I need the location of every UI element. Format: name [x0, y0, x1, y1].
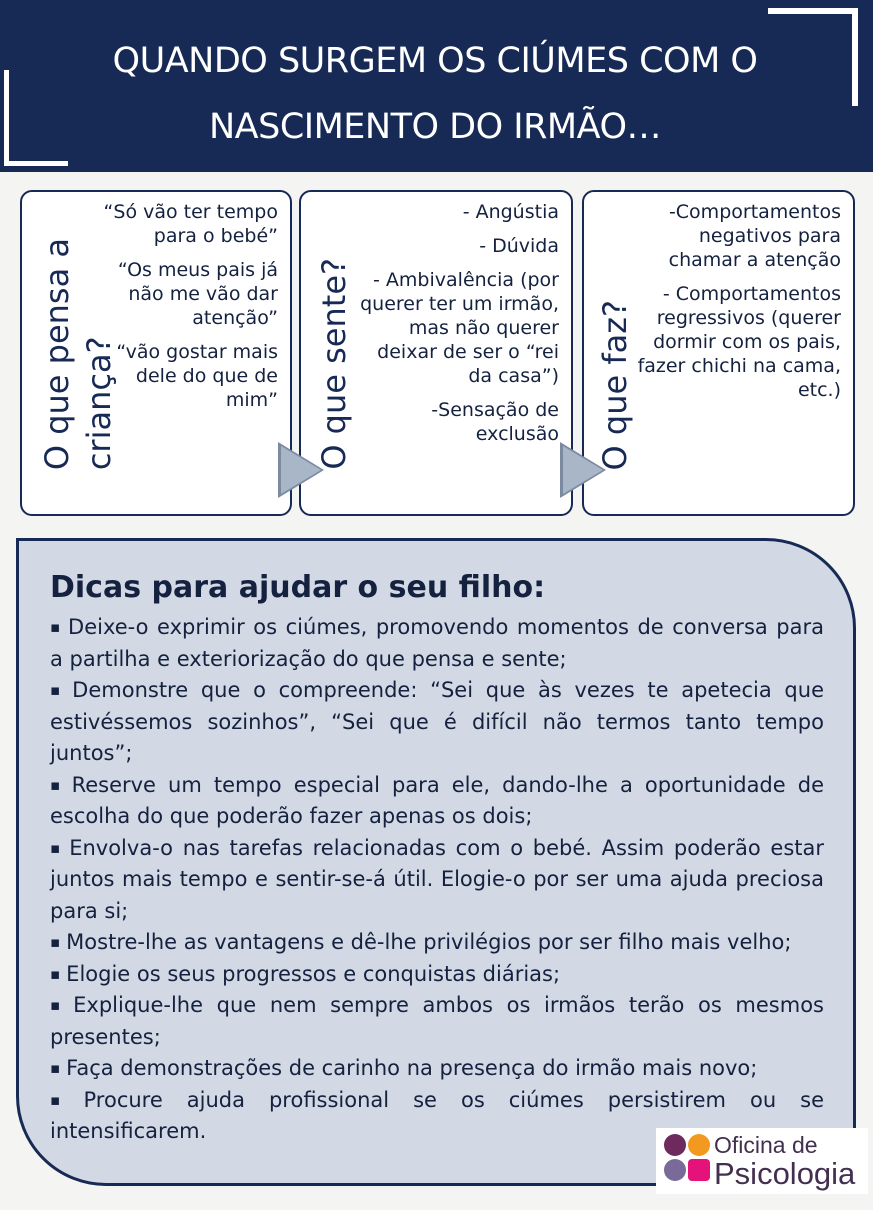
- logo-dot-icon: [664, 1159, 686, 1181]
- panel-feels-label: [313, 258, 355, 470]
- panel-feels-text: [354, 200, 559, 456]
- panel-feels-label-line-1: O que sente?: [315, 258, 353, 470]
- list-item-text: Elogie os seus progressos e conquistas diárias;: [66, 961, 561, 986]
- panel-thinks-text: [86, 200, 278, 422]
- panel-feels-line: - Ambivalência (por querer ter um irmão, mas não querer deixar de ser o “rei da casa”): [360, 269, 559, 387]
- bullet-icon: ▪: [50, 964, 61, 983]
- list-item-text: Faça demonstrações de carinho na presença do irmão mais novo;: [66, 1056, 758, 1080]
- panel-feels-line: -Sensação de exclusão: [431, 399, 559, 445]
- panel-feels-line: - Angústia: [462, 201, 559, 223]
- arrow-right-icon: [563, 446, 603, 494]
- bullet-icon: ▪: [50, 775, 66, 794]
- list-item: [50, 675, 824, 770]
- title-line-1: QUANDO SURGEM OS CIÚMES COM O: [112, 41, 758, 81]
- panel-feels-line: - Dúvida: [479, 235, 559, 257]
- bullet-icon: ▪: [50, 996, 68, 1014]
- panel-does-text: [627, 200, 841, 412]
- bullet-icon: ▪: [50, 1059, 61, 1077]
- logo-text: [714, 1132, 855, 1190]
- logo-dot-icon: [688, 1134, 710, 1156]
- panel-does-label-line-1: O que faz?: [596, 299, 634, 470]
- panel-thinks-label-line-2: criança?: [80, 336, 118, 470]
- list-item: [50, 990, 824, 1053]
- logo-dot-icon: [664, 1134, 686, 1156]
- brand-logo: [656, 1128, 868, 1194]
- list-item-text: Explique-lhe que nem sempre ambos os irmãos terão os mesmos presentes;: [50, 993, 824, 1049]
- tips-list: [50, 612, 824, 1148]
- bullet-icon: ▪: [50, 838, 64, 857]
- bullet-icon: ▪: [50, 933, 61, 951]
- panel-thinks: [20, 190, 292, 516]
- panel-feels: [299, 190, 573, 516]
- list-item: [50, 770, 824, 833]
- page-title: [30, 28, 840, 160]
- tips-title: Dicas para ajudar o seu filho:: [50, 570, 546, 605]
- logo-dot-icon: [688, 1159, 710, 1181]
- panel-thinks-label-line-1: O que pensa a: [38, 237, 76, 470]
- panel-does-line: - Comportamentos regressivos (querer dormir com os pais, fazer chichi na cama, etc.): [637, 283, 841, 401]
- logo-text-line-2: Psicologia: [714, 1156, 856, 1191]
- list-item: [50, 927, 824, 959]
- panel-thinks-line: “Os meus pais já não me vão dar atenção”: [117, 259, 278, 329]
- list-item: [50, 612, 824, 675]
- list-item-text: Deixe-o exprimir os ciúmes, promovendo momentos de conversa para a partilha e exteriorização do que pensa e sente;: [50, 615, 825, 671]
- arrow-right-icon: [281, 446, 321, 494]
- list-item-text: Reserve um tempo especial para ele, dando-lhe a oportunidade de escolha do que poderão fazer apenas os dois;: [50, 772, 824, 828]
- list-item-text: Procure ajuda profissional se os ciúmes persistirem ou se intensificarem.: [50, 1087, 824, 1143]
- list-item-text: Demonstre que o compreende: “Sei que às vezes te apetecia que estivéssemos sozinhos”, “Sei que é difícil não termos tanto tempo juntos”;: [50, 678, 824, 765]
- list-item-text: Envolva-o nas tarefas relacionadas com o bebé. Assim poderão estar juntos mais tempo e sentir-se-á útil. Elogie-o por ser uma ajuda preciosa para si;: [50, 835, 824, 923]
- panel-thinks-line: “Só vão ter tempo para o bebé”: [103, 201, 278, 247]
- bullet-icon: ▪: [50, 618, 63, 636]
- panel-thinks-line: “vão gostar mais dele do que de mim”: [116, 341, 278, 411]
- logo-text-line-1: Oficina de: [714, 1132, 818, 1158]
- panel-does-line: -Comportamentos negativos para chamar a atenção: [668, 201, 841, 271]
- bullet-icon: ▪: [50, 1090, 78, 1109]
- panel-does: [582, 190, 855, 516]
- list-item-text: Mostre-lhe as vantagens e dê-lhe privilégios por ser filho mais velho;: [66, 930, 792, 954]
- bullet-icon: ▪: [50, 681, 67, 699]
- header-banner: [0, 0, 873, 172]
- list-item: [50, 1053, 824, 1085]
- title-line-2: NASCIMENTO DO IRMÃO…: [209, 107, 661, 147]
- list-item: [50, 833, 824, 928]
- list-item: [50, 959, 824, 991]
